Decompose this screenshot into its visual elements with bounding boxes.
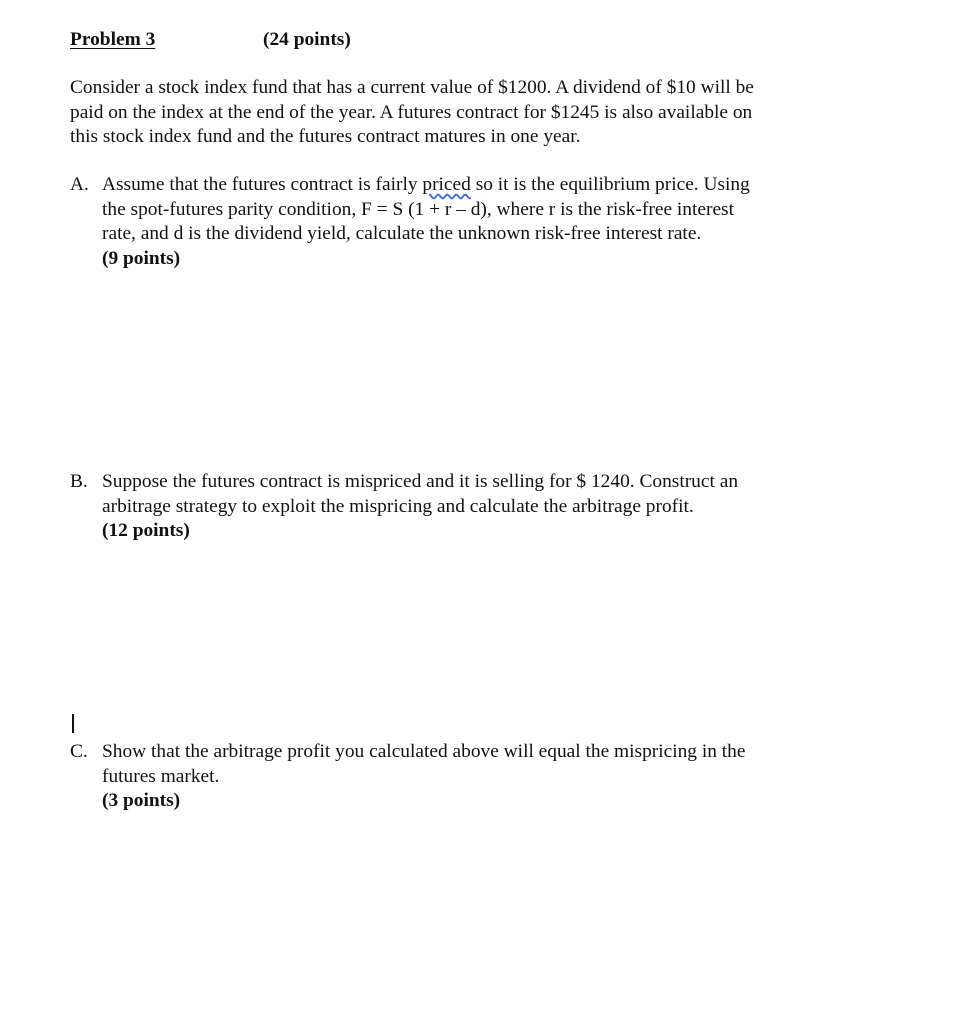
part-c-line: Show that the arbitrage profit you calculated above will equal the mispricing in the [102, 741, 746, 762]
part-b-points: (12 points) [102, 520, 190, 541]
part-a-line: rate, and d is the dividend yield, calculate the unknown risk-free interest rate. [102, 223, 702, 244]
intro-line: this stock index fund and the futures contract matures in one year. [70, 126, 581, 147]
part-c-body [102, 740, 745, 814]
part-a-letter: A. [70, 174, 89, 195]
part-c-line: futures market. [102, 765, 220, 787]
part-b-letter: B. [70, 471, 88, 492]
spellcheck-flagged-word[interactable]: priced [422, 174, 471, 195]
problem-intro [70, 76, 860, 150]
part-b-line: Suppose the futures contract is mispriced and it is selling for $ 1240. Construct an [102, 471, 739, 492]
part-b-body [102, 470, 738, 544]
part-a-points: (9 points) [102, 247, 181, 269]
part-a-text: Assume that the futures contract is fairly [102, 174, 423, 195]
intro-line: Consider a stock index fund that has a current value of $1200. A dividend of $10 will be [70, 77, 754, 98]
problem-header [70, 27, 351, 53]
intro-line: paid on the index at the end of the year. A futures contract for $1245 is also available on [70, 101, 753, 123]
part-a-text: so it is the equilibrium price. Using [470, 174, 750, 195]
part-c-letter: C. [70, 741, 88, 762]
part-a-line: the spot-futures parity condition, F = S (1 + r – d), where r is the risk-free interest [102, 198, 734, 220]
part-a-body [102, 173, 750, 271]
problem-points: (24 points) [263, 29, 351, 50]
part-b-line: arbitrage strategy to exploit the mispricing and calculate the arbitrage profit. [102, 495, 694, 517]
part-a-line [102, 173, 750, 198]
part-c-points: (3 points) [102, 790, 181, 811]
problem-title: Problem 3 [70, 29, 156, 50]
text-cursor [72, 714, 74, 733]
